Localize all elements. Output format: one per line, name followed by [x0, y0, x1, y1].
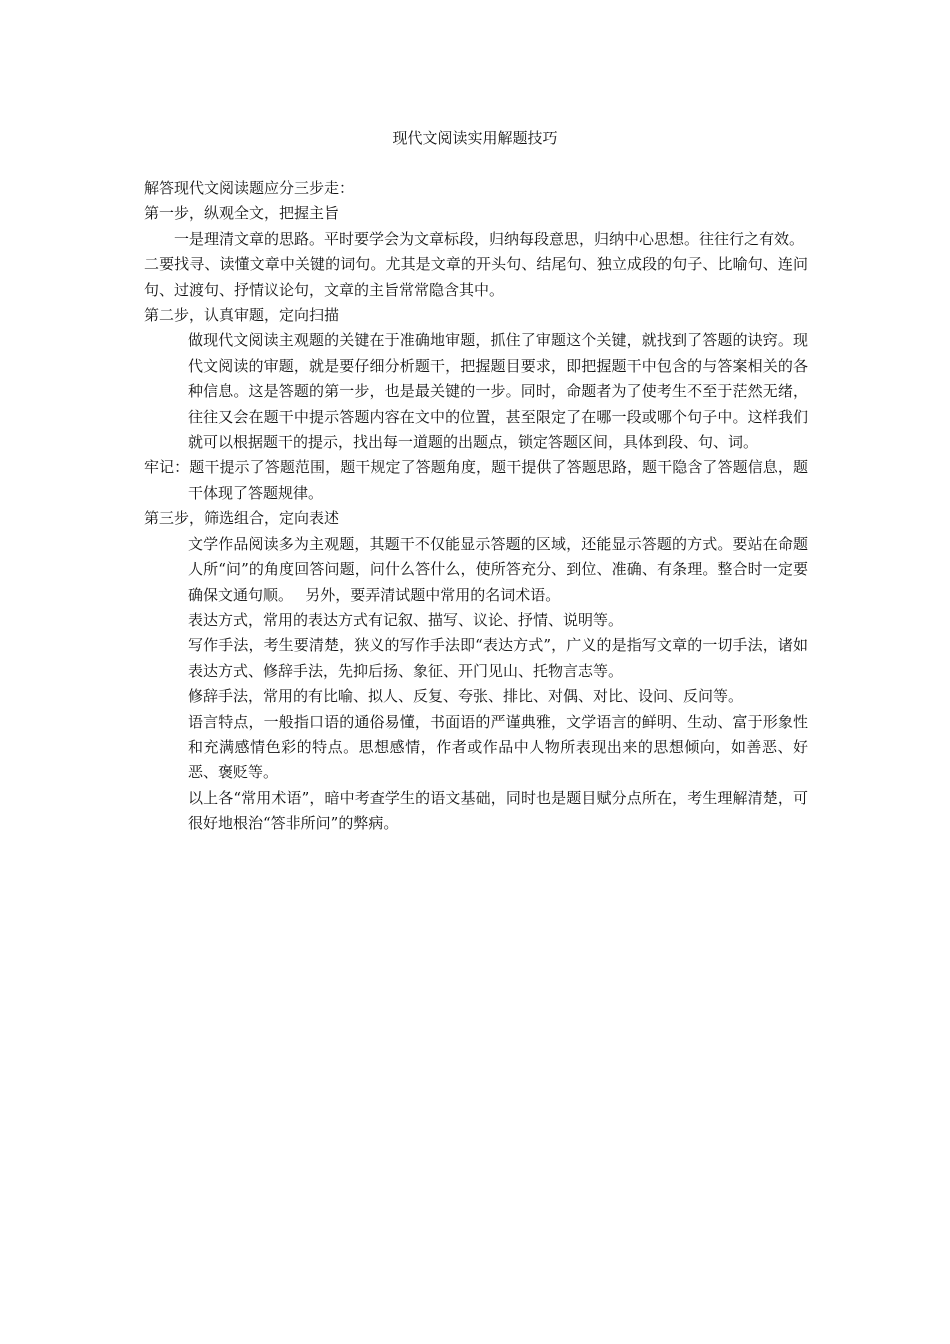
step3-paragraph-5: 语言特点，一般指口语的通俗易懂，书面语的严谨典雅，文学语言的鲜明、生动、富于形象性和充满感情色彩的特点。思想感情，作者或作品中人物所表现出来的思想倾向，如善恶、好恶、褒贬等。	[188, 712, 808, 782]
document-title: 现代文阅读实用解题技巧	[392, 129, 558, 147]
step3-paragraph-1: 文学作品阅读多为主观题，其题干不仅能显示答题的区域，还能显示答题的方式。要站在命题人所“问”的角度回答问题，问什么答什么，使所答充分、到位、准确、有条理。整合时一定要确保文通句顺。 另外，要弄清试题中常用的名词术语。	[188, 534, 808, 604]
step3-paragraph-4: 修辞手法，常用的有比喻、拟人、反复、夸张、排比、对偶、对比、设问、反问等。	[188, 687, 744, 706]
intro-line: 解答现代文阅读题应分三步走：	[144, 179, 355, 197]
step1-paragraph-2: 二要找寻、读懂文章中关键的词句。尤其是文章的开头句、结尾句、独立成段的句子、比喻句、连问句、过渡句、抒情议论句，文章的主旨常常隐含其中。	[144, 255, 808, 299]
step2-heading: 第二步，认真审题，定向扫描	[144, 306, 340, 325]
document-body	[144, 176, 808, 837]
step3-paragraph-3: 写作手法，考生要清楚，狭义的写作手法即“表达方式”，广义的是指写文章的一切手法，诸如表达方式、修辞手法，先抑后扬、象征、开门见山、托物言志等。	[188, 636, 808, 680]
step1-paragraph-1: 一是理清文章的思路。平时要学会为文章标段，归纳每段意思，归纳中心思想。往往行之有效。	[174, 229, 805, 248]
step3-paragraph-6: 以上各“常用术语”，暗中考查学生的语文基础，同时也是题目赋分点所在，考生理解清楚，可很好地根治“答非所问”的弊病。	[188, 788, 808, 833]
step1-heading: 第一步，纵观全文，把握主旨	[144, 204, 340, 223]
step3-paragraph-2: 表达方式，常用的表达方式有记叙、描写、议论、抒情、说明等。	[188, 610, 624, 629]
step2-note: 牢记：题干提示了答题范围，题干规定了答题角度，题干提供了答题思路，题干隐含了答题信息，题干体现了答题规律。	[144, 458, 808, 502]
step2-paragraph-1: 做现代文阅读主观题的关键在于准确地审题，抓住了审题这个关键，就找到了答题的诀窍。现代文阅读的审题，就是要仔细分析题干，把握题目要求，即把握题干中包含的与答案相关的各种信息。这是答题的第一步，也是最关键的一步。同时，命题者为了使考生不至于茫然无绪，往往又会在题干中提示答题内容在文中的位置，甚至限定了在哪一段或哪个句子中。这样我们就可以根据题干的提示，找出每一道题的出题点，锁定答题区间，具体到段、句、词。	[188, 331, 808, 452]
step3-heading: 第三步，筛选组合，定向表述	[144, 509, 340, 528]
